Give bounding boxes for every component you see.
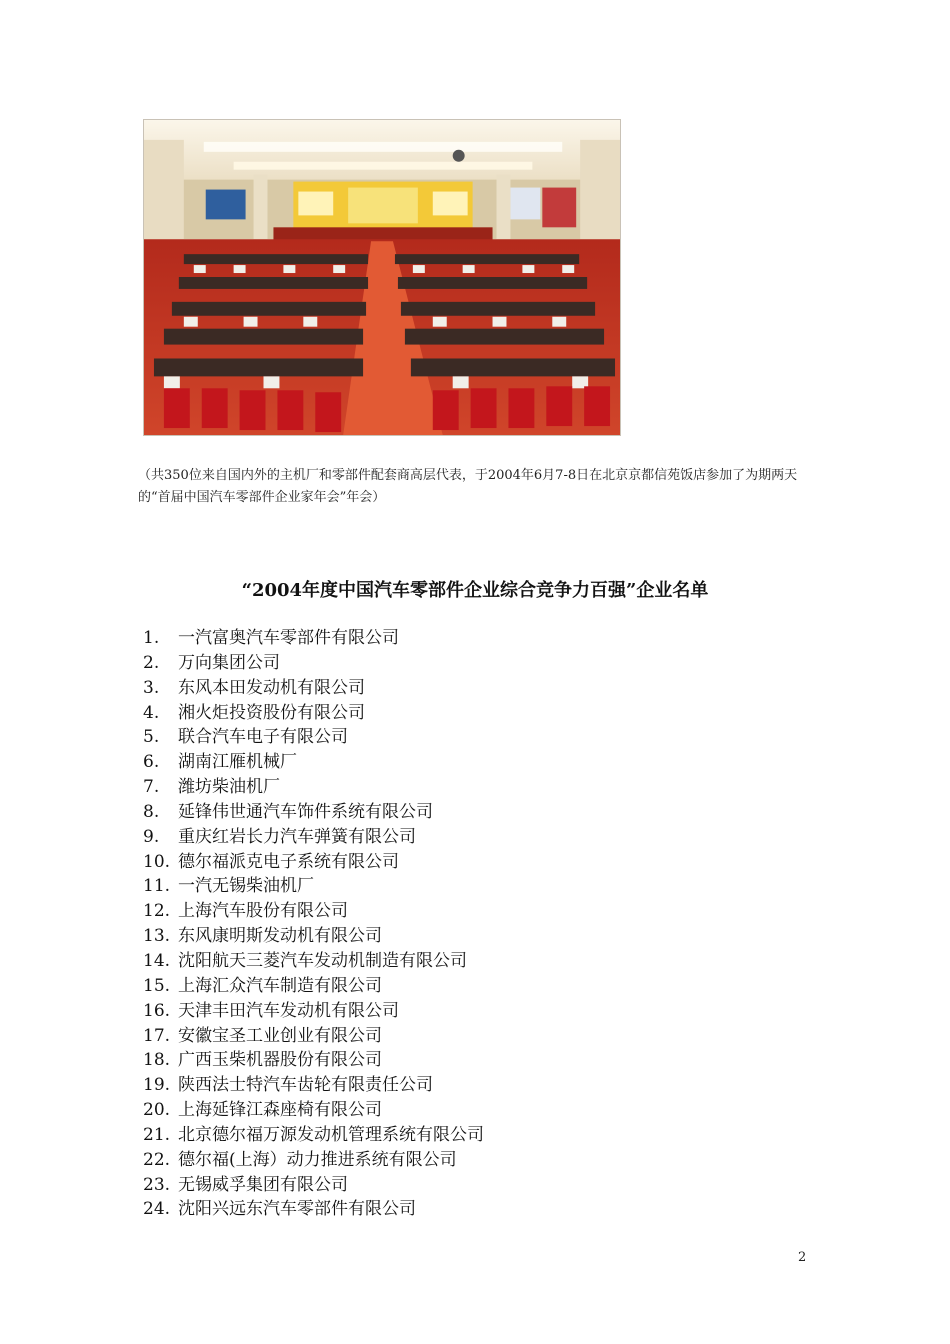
list-item — [143, 999, 484, 1024]
list-item — [143, 800, 484, 825]
list-item-number: 21. — [143, 1124, 171, 1145]
list-item-company-name: 沈阳兴远东汽车零部件有限公司 — [178, 1199, 416, 1220]
list-item-number: 13. — [143, 926, 171, 947]
list-item-number: 9. — [143, 826, 160, 847]
list-item-company-name: 上海汇众汽车制造有限公司 — [178, 975, 382, 996]
list-item-company-name: 一汽无锡柴油机厂 — [178, 876, 314, 897]
list-item-number: 12. — [143, 901, 171, 922]
list-item-company-name: 重庆红岩长力汽车弹簧有限公司 — [178, 826, 416, 847]
list-item — [143, 750, 484, 775]
list-item-number: 17. — [143, 1025, 171, 1046]
list-item — [143, 676, 484, 701]
list-item-company-name: 延锋伟世通汽车饰件系统有限公司 — [178, 801, 433, 822]
list-item-number: 23. — [143, 1174, 171, 1195]
list-item-company-name: 德尔福(上海）动力推进系统有限公司 — [178, 1149, 457, 1170]
list-item — [143, 775, 484, 800]
list-item — [143, 1024, 484, 1049]
list-item-company-name: 无锡威孚集团有限公司 — [178, 1174, 348, 1195]
list-item-company-name: 东风康明斯发动机有限公司 — [178, 926, 382, 947]
list-item-number: 20. — [143, 1100, 171, 1121]
list-item-company-name: 上海延锋江森座椅有限公司 — [178, 1100, 382, 1121]
conference-hall-photo-icon — [144, 120, 620, 435]
list-item — [143, 701, 484, 726]
list-item-company-name: 广西玉柴机器股份有限公司 — [178, 1050, 382, 1071]
list-item-number: 10. — [143, 851, 171, 872]
list-item-number: 5. — [143, 727, 160, 748]
list-item-number: 6. — [143, 752, 160, 773]
list-item — [143, 1098, 484, 1123]
list-item-number: 16. — [143, 1000, 171, 1021]
list-item-company-name: 沈阳航天三菱汽车发动机制造有限公司 — [178, 950, 467, 971]
list-item-number: 2. — [143, 652, 160, 673]
list-item-number: 18. — [143, 1050, 171, 1071]
company-list — [143, 626, 484, 1222]
list-item-number: 19. — [143, 1075, 171, 1096]
list-item — [143, 651, 484, 676]
list-item — [143, 1197, 484, 1222]
list-item-company-name: 上海汽车股份有限公司 — [178, 901, 348, 922]
list-item-company-name: 湖南江雁机械厂 — [178, 752, 297, 773]
photo-caption: （共350位来自国内外的主机厂和零部件配套商高层代表，于2004年6月7-8日在北京京都信苑饭店参加了为期两天的“首届中国汽车零部件企业家年会”年会） — [138, 468, 798, 505]
list-item-number: 11. — [143, 876, 171, 897]
page-number: 2 — [798, 1250, 807, 1265]
list-item — [143, 725, 484, 750]
list-item-number: 22. — [143, 1149, 171, 1170]
conference-photo — [143, 119, 621, 436]
list-item — [143, 949, 484, 974]
list-item — [143, 1148, 484, 1173]
list-item-number: 3. — [143, 677, 160, 698]
list-item-company-name: 安徽宝圣工业创业有限公司 — [178, 1025, 382, 1046]
list-item-company-name: 一汽富奥汽车零部件有限公司 — [178, 628, 399, 648]
list-item — [143, 899, 484, 924]
list-item — [143, 874, 484, 899]
list-item-company-name: 万向集团公司 — [178, 652, 280, 673]
list-item — [143, 626, 484, 651]
list-title: “2004年度中国汽车零部件企业综合竞争力百强”企业名单 — [241, 580, 709, 601]
list-item-company-name: 潍坊柴油机厂 — [178, 777, 280, 798]
list-item-number: 24. — [143, 1199, 171, 1220]
list-item-company-name: 陕西法士特汽车齿轮有限责任公司 — [178, 1075, 433, 1096]
list-item-company-name: 德尔福派克电子系统有限公司 — [178, 851, 399, 872]
list-item-company-name: 天津丰田汽车发动机有限公司 — [178, 1000, 399, 1021]
list-item-number: 8. — [143, 801, 160, 822]
list-item-number: 14. — [143, 950, 171, 971]
list-item — [143, 825, 484, 850]
list-item-company-name: 湘火炬投资股份有限公司 — [178, 702, 365, 723]
list-item — [143, 850, 484, 875]
list-item-company-name: 联合汽车电子有限公司 — [178, 727, 348, 748]
list-item-number: 7. — [143, 777, 160, 798]
list-item — [143, 1073, 484, 1098]
list-item — [143, 924, 484, 949]
list-item — [143, 1048, 484, 1073]
list-item — [143, 1123, 484, 1148]
list-item — [143, 974, 484, 999]
list-item-number: 4. — [143, 702, 160, 723]
list-item-company-name: 东风本田发动机有限公司 — [178, 677, 365, 698]
list-item — [143, 1173, 484, 1198]
list-item-company-name: 北京德尔福万源发动机管理系统有限公司 — [178, 1124, 484, 1145]
list-item-number: 15. — [143, 975, 171, 996]
list-item-number: 1. — [143, 628, 160, 648]
